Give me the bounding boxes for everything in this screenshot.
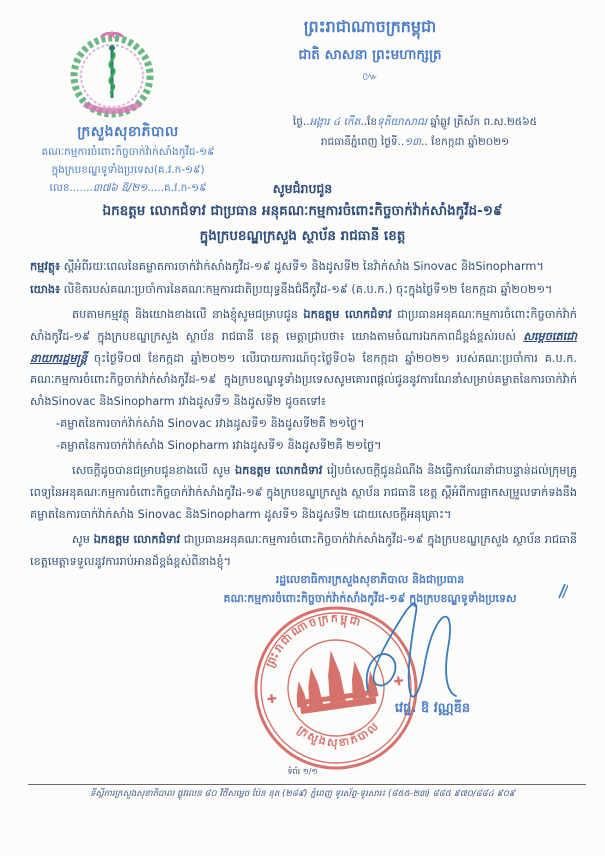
signer-title-line1: រដ្ឋលេខាធិការក្រសួងសុខាភិបាល និងជាប្រធាន [275,573,465,586]
lunar-date-prefix: ថ្ងៃ.. [292,116,310,128]
gregorian-date-prefix: រាជធានីភ្នំពេញ ថ្ងៃទី.. [320,136,405,149]
reference-label: យោង៖ [30,282,61,296]
letter-body [30,256,577,573]
addressee-block [20,199,585,249]
signer-name: វេជ្ជ. ឱ វណ្ណឌីន [394,701,471,716]
paragraph-3-text-2: ជាប្រធានអនុគណៈកម្មការចំពោះកិច្ចចាក់វ៉ាក់សាំងកូវីដ-១៩ ក្នុងក្របខណ្ឌក្រសួង ស្ថាប័ន រាជធានី ខេត្តមេត្តាទទួលនូវការរាប់អានដ៏ខ្ពង់ខ្ពស់ពីនាងខ្ញុំ។ [30,533,577,568]
gregorian-date-handwritten-day: ១៣ [404,136,422,149]
lunar-date-handwritten-month: ទុតិយាសាឍ [377,116,428,128]
ref-number-handwritten: ៣៧៦ ឱ/២១ [92,181,148,194]
signer-title-line2: គណៈកម្មការចំពោះកិច្ចចាក់វ៉ាក់សាំងកូវីដ-១៩ ក្នុងក្របខណ្ឌទូទាំងប្រទេស [223,591,517,605]
ref-prefix: លេខ....... [49,181,93,194]
paragraph-2-text: សេចក្ដីដូចបានជម្រាបជូនខាងលើ សូម [72,464,235,478]
national-motto: ជាតិ សាសនា ព្រះមហាក្សត្រ [298,47,442,63]
lunar-date-handwritten-day: អង្គារ ៤ កើត [309,116,361,128]
date-block [235,112,595,153]
addressee-line2: ក្នុងក្របខណ្ឌក្រសួង ស្ថាប័ន រាជធានី ខេត្ត [199,227,406,244]
handwritten-check-mark [556,583,568,603]
paragraph-1 [30,304,577,412]
bullet-sinovac: -គម្លាតនៃការចាក់វ៉ាក់សាំង Sinovac រវាងដូសទី១ និងដូសទី២គឺ ២១ថ្ងៃ។ [56,416,365,430]
paragraph-2 [30,460,577,525]
interval-bullets [56,413,577,456]
honorific-bold: ឯកឧត្តម លោកជំទាវ [303,308,392,322]
stamp-text-bottom: ក្រសួងសុខាភិបាល [294,718,383,750]
addressee-line1: ឯកឧត្តម លោកជំទាវ ជាប្រធាន អនុគណៈកម្មការចំពោះកិច្ចចាក់វ៉ាក់សាំងកូវីដ-១៩ [102,203,503,219]
footer-divider [28,784,586,785]
kingdom-heading [230,16,510,86]
reference-line [30,279,577,301]
gregorian-date-line [235,132,595,152]
paragraph-3-text: សូម [72,533,94,547]
honorific-bold-2: ឯកឧត្តម លោកជំទាវ [235,464,323,478]
moh-logo-icon [62,24,162,124]
gregorian-date-suffix: .. ខែកក្កដា ឆ្នាំ២០២១ [421,136,510,149]
lunar-date-mid: ..ខែ [360,116,378,128]
ref-suffix: .....គ.វ.ក-១៩ [147,181,207,194]
prime-minister-title: សម្ដេចតេជោនាយករដ្ឋមន្ត្រី [30,330,577,365]
stamp-left-cross: ✚ [265,691,278,707]
subject-line [30,256,577,278]
commission-line1: គណៈកម្មការចំពោះកិច្ចចាក់វ៉ាក់សាំងកូវីដ-១៩ [41,146,215,158]
footer-address: ទីស្ដីការក្រសួងសុខាភិបាល ផ្លូវលេខ ៨០ វិថីសម្ដេច ប៉ែន នុត (២៨៩) ភ្នំពេញ ទូរស័ព្ទ-ទូរសារ៖ (៨៥៥-២៣) ៨៨៥ ៩៧០/៨៨៤ ៩០៩ [90,789,515,799]
signature-stroke-icon [360,596,490,716]
subject-label: កម្មវត្ថុ៖ [30,260,61,273]
subject-text: ស្ដីអំពីរយៈពេលនៃគម្លាតការចាក់វ៉ាក់សាំងកូវីដ-១៩ ដូសទី១ និងដូសទី២ នៃវ៉ាក់សាំង Sinovac និងSinopharm។ [60,260,544,273]
stamp-text-top: ព្រះរាជាណាចក្រកម្ពុជា [263,611,364,670]
ministry-name: ក្រសួងសុខាភិបាល [77,124,179,140]
paragraph-2-text-2: រៀបចំសេចក្ដីជូនដំណឹង និងធ្វើការណែនាំជាបន្ទាន់ដល់ក្រុមគ្រូពេទ្យនៃអនុគណៈកម្មការចំពោះកិច្ចចាក់វ៉ាក់សាំងកូវីដ-១៩ ក្នុងក្របខណ្ឌក្រសួង ស្ថាប័ន រាជធានី ខេត្ត ស្ដីអំពីការផ្អាកសម្រួលទាក់ទងនឹងគម្លាតនៃការចាក់វ៉ាក់សាំង Sinovac និងSinopharm ដូសទី១ និងដូសទី២ ដោយសេចក្ដីអនុគ្រោះ។ [30,464,577,521]
page-number: ទំព័រ ១/១ [287,767,318,776]
ministry-of-health-logo [62,24,162,124]
lunar-date-line [235,112,595,132]
paragraph-1-text-2: ជាប្រធានអនុគណៈកម្មការចំពោះកិច្ចចាក់វ៉ាក់សាំងកូវីដ-១៩ ក្នុងក្របខណ្ឌក្រសួង ស្ថាប័ន រាជធានី ខេត្ត មេត្តាជ្រាបថា៖ យោងតាមចំណារឯកភាពដ៏ខ្ពង់ខ្ពស់របស់ [30,308,577,344]
handwritten-signature [360,596,490,716]
stamp-right-cross: ✚ [392,673,405,689]
lunar-date-suffix: ឆ្នាំឆ្លូវ ត្រីស័ក ព.ស.២៥៦៥ [427,116,538,128]
double-slash-icon [556,583,568,599]
kingdom-title: ព្រះរាជាណាចក្រកម្ពុជា [303,17,437,36]
salutation: សូមជំរាបជូន [272,181,333,196]
bullet-sinopharm: -គម្លាតនៃការចាក់វ៉ាក់សាំង Sinopharm រវាងដូសទី១ និងដូសទី២គឺ ២១ថ្ងៃ។ [56,438,382,452]
paragraph-3 [30,529,577,572]
ornament-divider: ៚ [362,70,378,83]
paragraph-1-text-3: ចុះថ្ងៃទី០៧ ខែកក្កដា ឆ្នាំ២០២១ លើរបាយការណ៍ចុះថ្ងៃទី០៦ ខែកក្កដា ឆ្នាំ២០២១ របស់គណៈប្រចាំការ គ.ប.ក. គណៈកម្មការចំពោះកិច្ចចាក់វ៉ាក់សាំងកូវីដ-១៩ ក្នុងក្របខណ្ឌទូទាំងប្រទេសសូមគោរពផ្ដល់ជូននូវការណែនាំសម្រាប់គម្លាតនៃការចាក់វ៉ាក់សាំងSinovac និងSinopharm រវាងដូសទី១ និងដូសទី២ ដូចតទៅ៖ [30,351,577,409]
reference-text: លិខិតរបស់គណៈប្រចាំការនៃគណៈកម្មការជាតិប្រយុទ្ធនឹងជំងឺកូវីដ-១៩ (គ.ប.ក.) ចុះក្នុងថ្ងៃទី១២ ខែកក្កដា ឆ្នាំ២០២១។ [60,282,553,296]
paragraph-1-text: តបតាមកម្មវត្ថុ និងយោងខាងលើ នាងខ្ញុំសូមជម្រាបជូន [72,308,304,322]
commission-line2: ក្នុងក្របខណ្ឌទូទាំងប្រទេស(គ.វ.ក-១៩) [51,164,205,177]
honorific-bold-3: ឯកឧត្តម លោកជំទាវ [93,533,181,547]
